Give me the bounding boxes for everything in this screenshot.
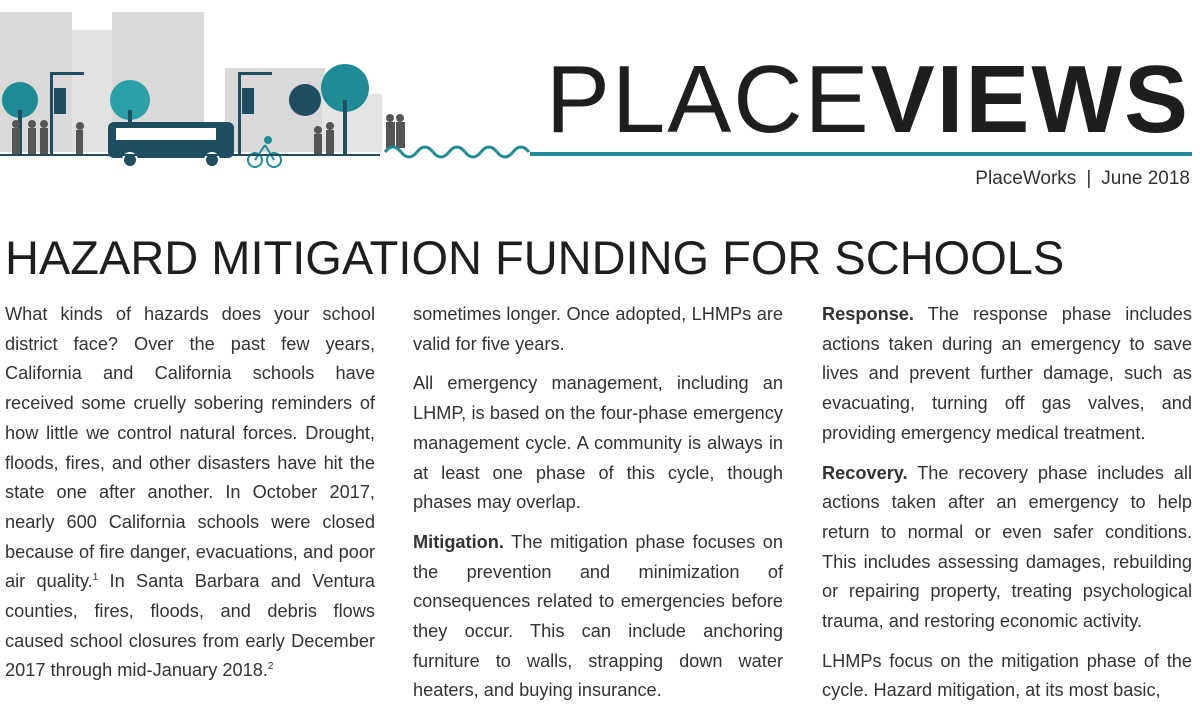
col2-paragraph-2: All emergency management, including an LHMP, is based on the four-phase emergency management cycle. A community is always in at least one phase of this cycle, though phases may overlap.: [413, 373, 783, 513]
masthead-title: [545, 46, 1190, 153]
response-label: Response.: [822, 304, 914, 324]
col3-paragraph-2: [822, 459, 1192, 637]
masthead-place: PLACE: [545, 46, 871, 153]
byline-date: June 2018: [1101, 168, 1190, 189]
col3-paragraph-1: [822, 300, 1192, 449]
column-2: [413, 300, 783, 716]
col3-paragraph-3: LHMPs focus on the mitigation phase of the cycle. Hazard mitigation, at its most basic,: [822, 650, 1192, 701]
recovery-label: Recovery.: [822, 462, 908, 483]
footnote-ref-2: 2: [267, 661, 274, 673]
byline-org: PlaceWorks: [975, 168, 1077, 189]
response-text: The response phase includes actions taken during an emergency to save lives and prevent further damage, such as evacuating, turning off gas valves, and providing emergency medical treatment.: [822, 304, 1192, 443]
wave-divider: [385, 147, 529, 157]
column-1: [5, 300, 375, 696]
col1-paragraph-1: [5, 300, 375, 686]
byline-separator: |: [1086, 168, 1092, 189]
col1-p1-text: What kinds of hazards does your school district face? Over the past few years, California and California schools have received some cruelly sobering reminders of how little we control natural forces. Drought, floods, fires, and other disasters have hit the state one after another. In October 2017, nearly 600 California schools were closed because of fire danger, evacuations, and poor air quality.: [5, 304, 375, 592]
mitigation-text: The mitigation phase focuses on the prevention and minimization of consequences related to emergencies before they occur. This can include anchoring furniture to walls, strapping down water heaters, and buying insurance.: [413, 531, 783, 701]
bus: [108, 122, 234, 167]
column-3: [822, 300, 1192, 716]
col2-paragraph-1: sometimes longer. Once adopted, LHMPs are valid for five years.: [413, 304, 783, 354]
mitigation-label: Mitigation.: [413, 531, 504, 552]
byline: [975, 168, 1190, 190]
masthead-views: VIEWS: [870, 46, 1190, 153]
col1-p1-text2: In Santa Barbara and Ventura counties, fires, floods, and debris flows caused school closures from early December 2017 through mid-January 2018.: [5, 571, 375, 681]
footnote-ref-1: 1: [92, 572, 99, 584]
sidewalk-line: [0, 154, 380, 156]
article-headline: HAZARD MITIGATION FUNDING FOR SCHOOLS: [5, 231, 1065, 284]
recovery-text: The recovery phase includes all actions taken after an emergency to help return to normal or even safer conditions. This includes assessing damages, rebuilding or repairing property, treating psychological trauma, and restoring economic activity.: [822, 462, 1192, 632]
col2-paragraph-3: [413, 528, 783, 706]
